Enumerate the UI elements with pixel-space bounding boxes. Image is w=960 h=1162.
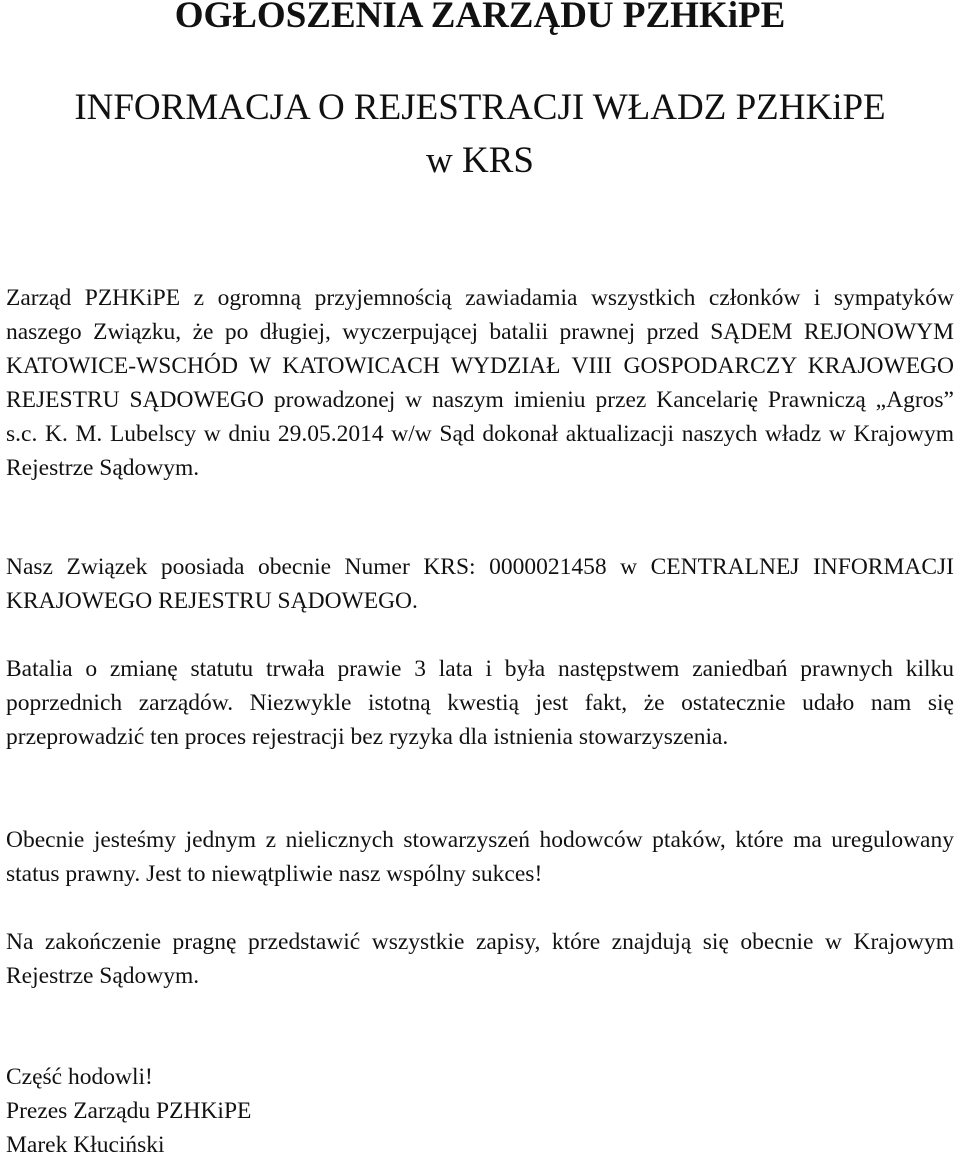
announcement-subtitle-line2: w KRS [426, 140, 534, 181]
page-title: OGŁOSZENIA ZARZĄDU PZHKiPE [174, 0, 786, 36]
signature-greeting: Część hodowli! [6, 1064, 153, 1090]
signature-role: Prezes Zarządu PZHKiPE [6, 1098, 252, 1124]
announcement-subtitle: INFORMACJA O REJESTRACJI WŁADZ PZHKiPE [74, 87, 886, 128]
signature-block [6, 1060, 954, 1162]
signature-name: Marek Kłuciński [6, 1132, 165, 1158]
paragraph-krs-number: Nasz Związek poosiada obecnie Numer KRS: 0000021458 w CENTRALNEJ INFORMACJI KRAJOWEGO REJESTRU SĄDOWEGO. [6, 554, 954, 614]
paragraph-statute-battle: Batalia o zmianę statutu trwała prawie 3 lata i była następstwem zaniedbań prawnych kilku poprzednich zarządów. Niezwykle istotną kwestią jest fakt, że ostatecznie udało nam się przeprowadzić ten proces rejestracji bez ryzyka dla istnienia stowarzyszenia. [6, 656, 954, 750]
paragraph-legal-status: Obecnie jesteśmy jednym z nielicznych stowarzyszeń hodowców ptaków, które ma uregulowany status prawny. Jest to niewątpliwie nasz wspólny sukces! [6, 827, 954, 887]
paragraph-registration: Zarząd PZHKiPE z ogromną przyjemnością zawiadamia wszystkich członków i sympatyków naszego Związku, że po długiej, wyczerpującej batalii prawnej przed SĄDEM REJONOWYM KATOWICE-WSCHÓD W KATOWICACH WYDZIAŁ VIII GOSPODARCZY KRAJOWEGO REJESTRU SĄDOWEGO prowadzonej w naszym imieniu przez Kancelarię Prawniczą „Agros” s.c. K. M. Lubelscy w dniu 29.05.2014 w/w Sąd dokonał aktualizacji naszych władz w Krajowym Rejestrze Sądowym. [6, 285, 954, 481]
paragraph-closing: Na zakończenie pragnę przedstawić wszystkie zapisy, które znajdują się obecnie w Krajowym Rejestrze Sądowym. [6, 929, 954, 989]
